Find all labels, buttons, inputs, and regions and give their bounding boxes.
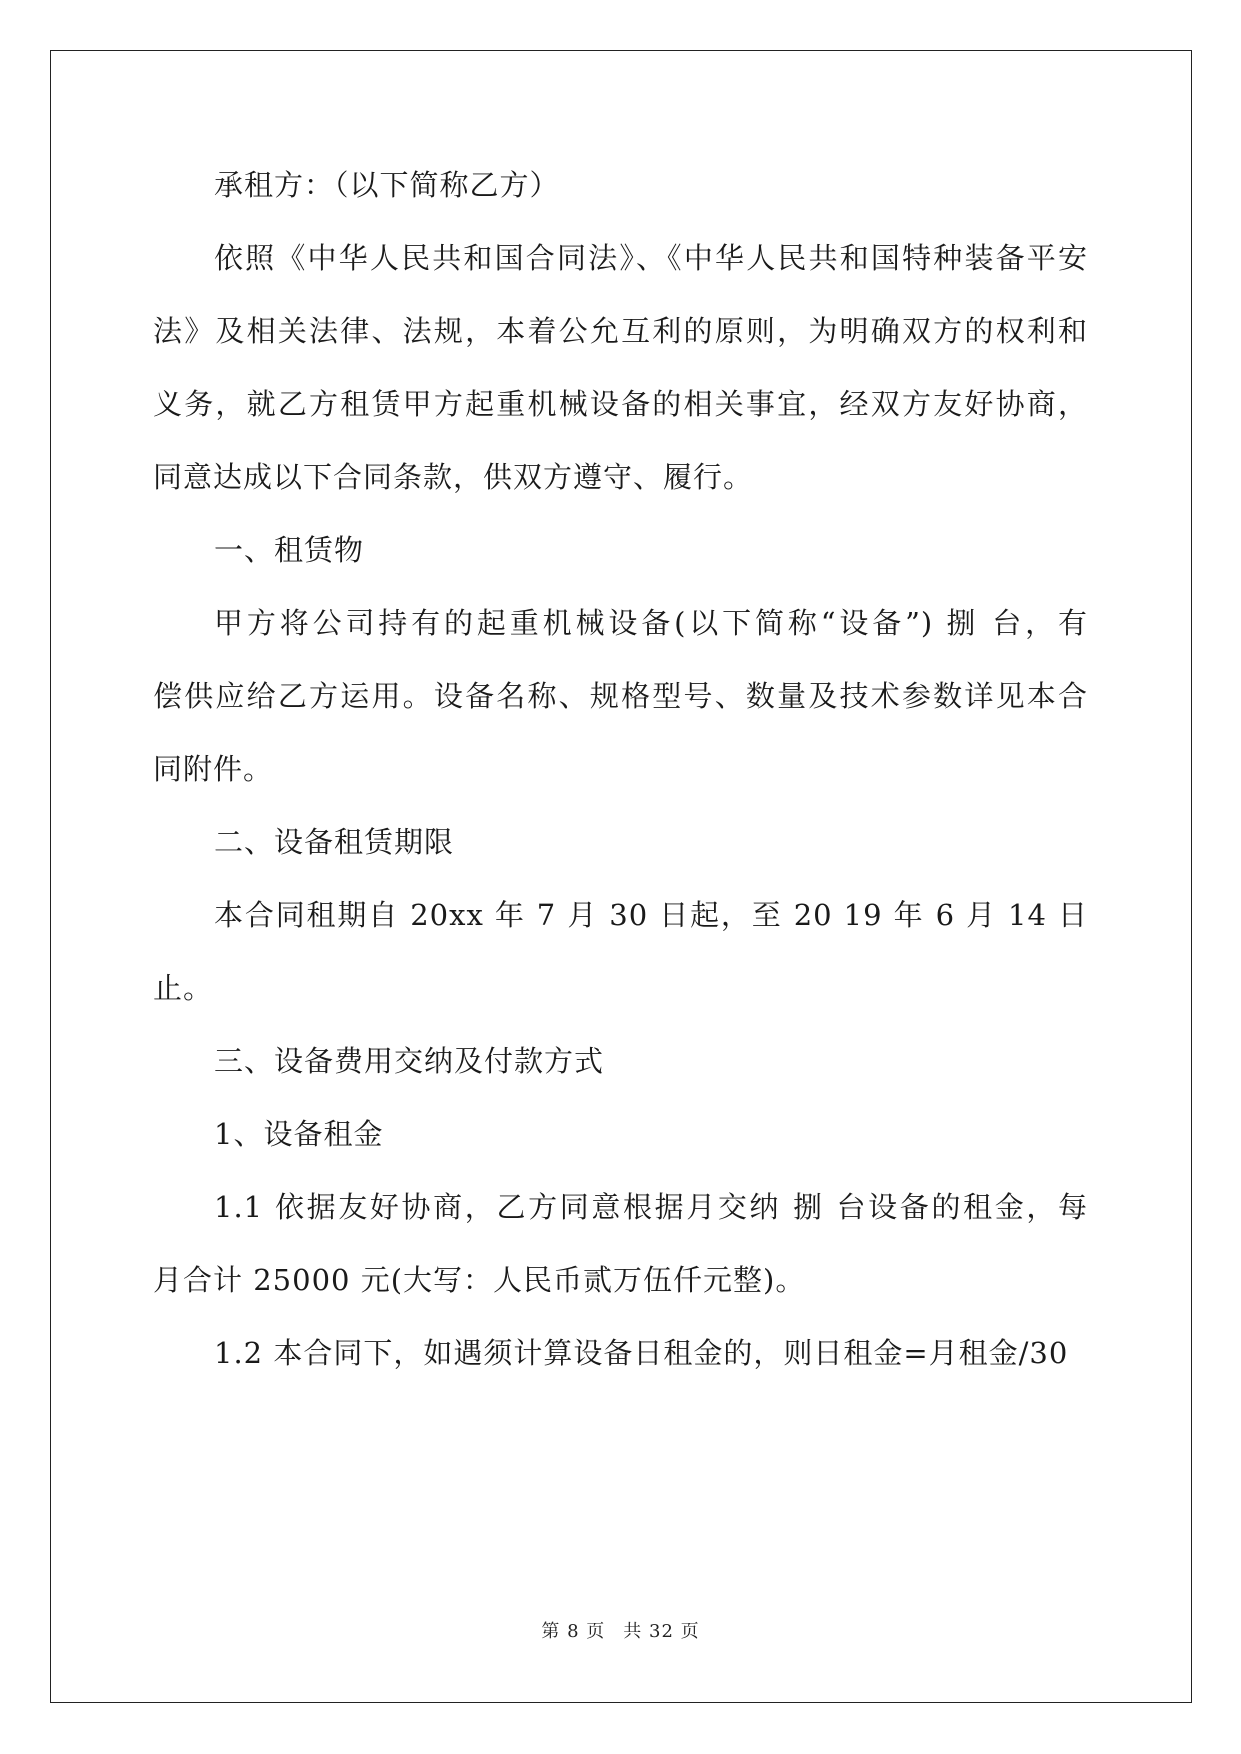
paragraph-line: 本合同租期自 20xx 年 7 月 30 日起，至 20 19 年 6 月 14 日 [214, 898, 1088, 932]
paragraph-line: 1.1 依据友好协商，乙方同意根据月交纳 捌 台设备的租金，每 [214, 1190, 1088, 1224]
page-footer [0, 1617, 1241, 1643]
section-heading: 二、设备租赁期限 [214, 825, 455, 859]
page-border [50, 50, 1192, 1703]
paragraph-line: 同意达成以下合同条款，供双方遵守、履行。 [153, 460, 754, 494]
paragraph-line: 1.2 本合同下，如遇须计算设备日租金的，则日租金=月租金/30 [214, 1336, 1069, 1370]
paragraph-line: 依照《中华人民共和国合同法》、《中华人民共和国特种装备平安 [214, 241, 1088, 275]
lessee-line: 承租方：（以下简称乙方） [214, 168, 560, 202]
paragraph-line: 止。 [153, 971, 214, 1005]
paragraph-line: 偿供应给乙方运用。设备名称、规格型号、数量及技术参数详见本合 [153, 679, 1088, 713]
paragraph-line: 甲方将公司持有的起重机械设备(以下简称“设备”) 捌 台，有 [214, 606, 1088, 640]
page-number: 第 8 页 [541, 1621, 606, 1642]
page-total: 共 32 页 [623, 1621, 700, 1642]
paragraph-line: 月合计 25000 元(大写：人民币贰万伍仟元整)。 [153, 1263, 806, 1297]
section-heading: 三、设备费用交纳及付款方式 [214, 1044, 605, 1078]
paragraph-line: 法》及相关法律、法规，本着公允互利的原则，为明确双方的权利和 [153, 314, 1088, 348]
paragraph-line: 同附件。 [153, 752, 274, 786]
paragraph-line: 义务，就乙方租赁甲方起重机械设备的相关事宜，经双方友好协商， [153, 387, 1088, 421]
subsection-heading: 1、设备租金 [214, 1117, 384, 1151]
section-heading: 一、租赁物 [214, 533, 365, 567]
